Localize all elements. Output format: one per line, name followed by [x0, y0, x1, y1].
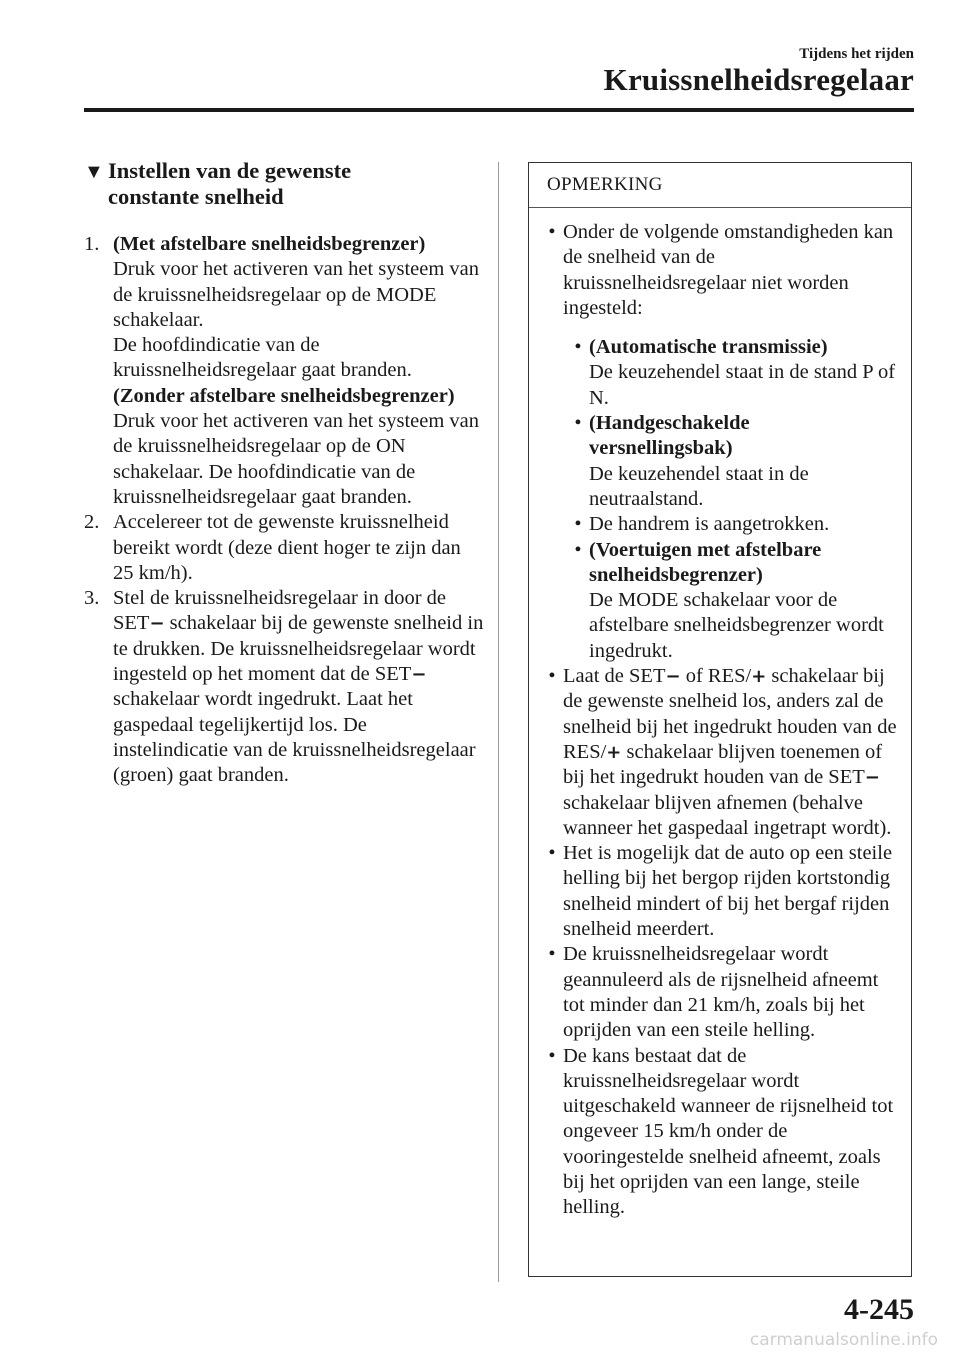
- note-heading: OPMERKING: [529, 163, 911, 208]
- sub-list: [541, 335, 897, 664]
- triangle-down-icon: ▼: [84, 161, 104, 183]
- note-box: [528, 162, 912, 1277]
- page-number: 4-245: [844, 1293, 914, 1326]
- step-1-variant-heading: (Met afstelbare snelheidsbegrenzer): [113, 233, 426, 255]
- left-column: [84, 158, 484, 789]
- bullet-icon: •: [574, 513, 582, 536]
- page-header-section: Tijdens het rijden: [799, 46, 914, 62]
- list-item: • De kans bestaat dat de kruissnelheidsregelaar wordt uitgeschakeld wanneer de rijsnelheid tot ongeveer 15 km/h onder de vooringestelde snelheid afneemt, zoals bij het oprijden van een lange, steile helling.: [541, 1044, 897, 1221]
- list-item: • (Voertuigen met afstelbare snelheidsbegrenzer) De MODE schakelaar voor de afstelbare snelheidsbegrenzer wordt ingedrukt.: [567, 538, 897, 664]
- list-item: • (Handgeschakelde versnellingsbak) De keuzehendel staat in de neutraalstand.: [567, 411, 897, 512]
- minus-icon: −: [411, 664, 427, 686]
- section-title-text: Instellen van de gewenste constante snelheid: [108, 158, 352, 209]
- step-2-text: Accelereer tot de gewenste kruissnelheid bereikt wordt (deze dient hoger te zijn dan 25 km/h).: [113, 511, 461, 584]
- step-1: [84, 232, 484, 510]
- list-item: • De kruissnelheidsregelaar wordt geannuleerd als de rijsnelheid afneemt tot minder dan 21 km/h, zoals bij het oprijden van een steile helling.: [541, 942, 897, 1043]
- step-1-text: Druk voor het activeren van het systeem van de kruissnelheidsregelaar op de MODE schakelaar.: [113, 258, 480, 331]
- list-item: • Laat de SET− of RES/+ schakelaar bij de gewenste snelheid los, anders zal de snelheid bij het ingedrukt houden van de RES/+ schakelaar blijven toenemen of bij het ingedrukt houden van de SET− schakelaar blijven afnemen (behalve wanneer het gaspedaal ingetrapt wordt).: [541, 664, 897, 841]
- page-header-title: Kruissnelheidsregelaar: [603, 62, 914, 97]
- column-divider: [498, 162, 499, 1282]
- bullet-icon: •: [548, 943, 556, 966]
- step-1-text: De hoofdindicatie van de kruissnelheidsregelaar gaat branden.: [113, 334, 412, 382]
- bullet-icon: •: [574, 412, 582, 435]
- step-2: [84, 510, 484, 586]
- bullet-icon: •: [574, 538, 582, 561]
- list-item: • Het is mogelijk dat de auto op een steile helling bij het bergop rijden kortstondig snelheid mindert of bij het bergaf rijden snelheid meerdert.: [541, 841, 897, 942]
- bullet-icon: •: [548, 842, 556, 865]
- list-item: • Onder de volgende omstandigheden kan de snelheid van de kruissnelheidsregelaar niet worden ingesteld:: [541, 220, 897, 335]
- bullet-icon: •: [548, 665, 556, 688]
- step-1-variant-heading: (Zonder afstelbare snelheidsbegrenzer): [113, 384, 455, 407]
- bullet-icon: •: [574, 336, 582, 359]
- minus-icon: −: [864, 767, 880, 789]
- header-rule: [84, 108, 914, 112]
- step-number: 1.: [84, 233, 100, 255]
- list-item: • De handrem is aangetrokken.: [567, 512, 897, 537]
- minus-icon: −: [149, 613, 165, 635]
- step-number: 3.: [84, 587, 100, 610]
- bullet-icon: •: [548, 221, 556, 243]
- watermark: carmanualsonline.info: [749, 1330, 938, 1350]
- plus-icon: +: [751, 666, 767, 688]
- list-item: • (Automatische transmissie) De keuzehendel staat in de stand P of N.: [567, 335, 897, 411]
- bullet-icon: •: [548, 1044, 556, 1067]
- step-3: [84, 586, 484, 788]
- step-number: 2.: [84, 511, 100, 534]
- minus-icon: −: [665, 666, 681, 688]
- section-title: [84, 158, 484, 210]
- plus-icon: +: [606, 741, 622, 763]
- steps-list: [84, 232, 484, 789]
- step-3-text: Stel de kruissnelheidsregelaar in door de SET− schakelaar bij de gewenste snelheid in te drukken. De kruissnelheidsregelaar wordt ingesteld op het moment dat de SET− schakelaar wordt ingedrukt. Laat het gaspedaal tegelijkertijd los. De instelindicatie van de kruissnelheidsregelaar (groen) gaat branden.: [113, 587, 484, 787]
- step-1-text: Druk voor het activeren van het systeem van de kruissnelheidsregelaar op de ON schakelaar. De hoofdindicatie van de kruissnelheidsregelaar gaat branden.: [113, 410, 480, 508]
